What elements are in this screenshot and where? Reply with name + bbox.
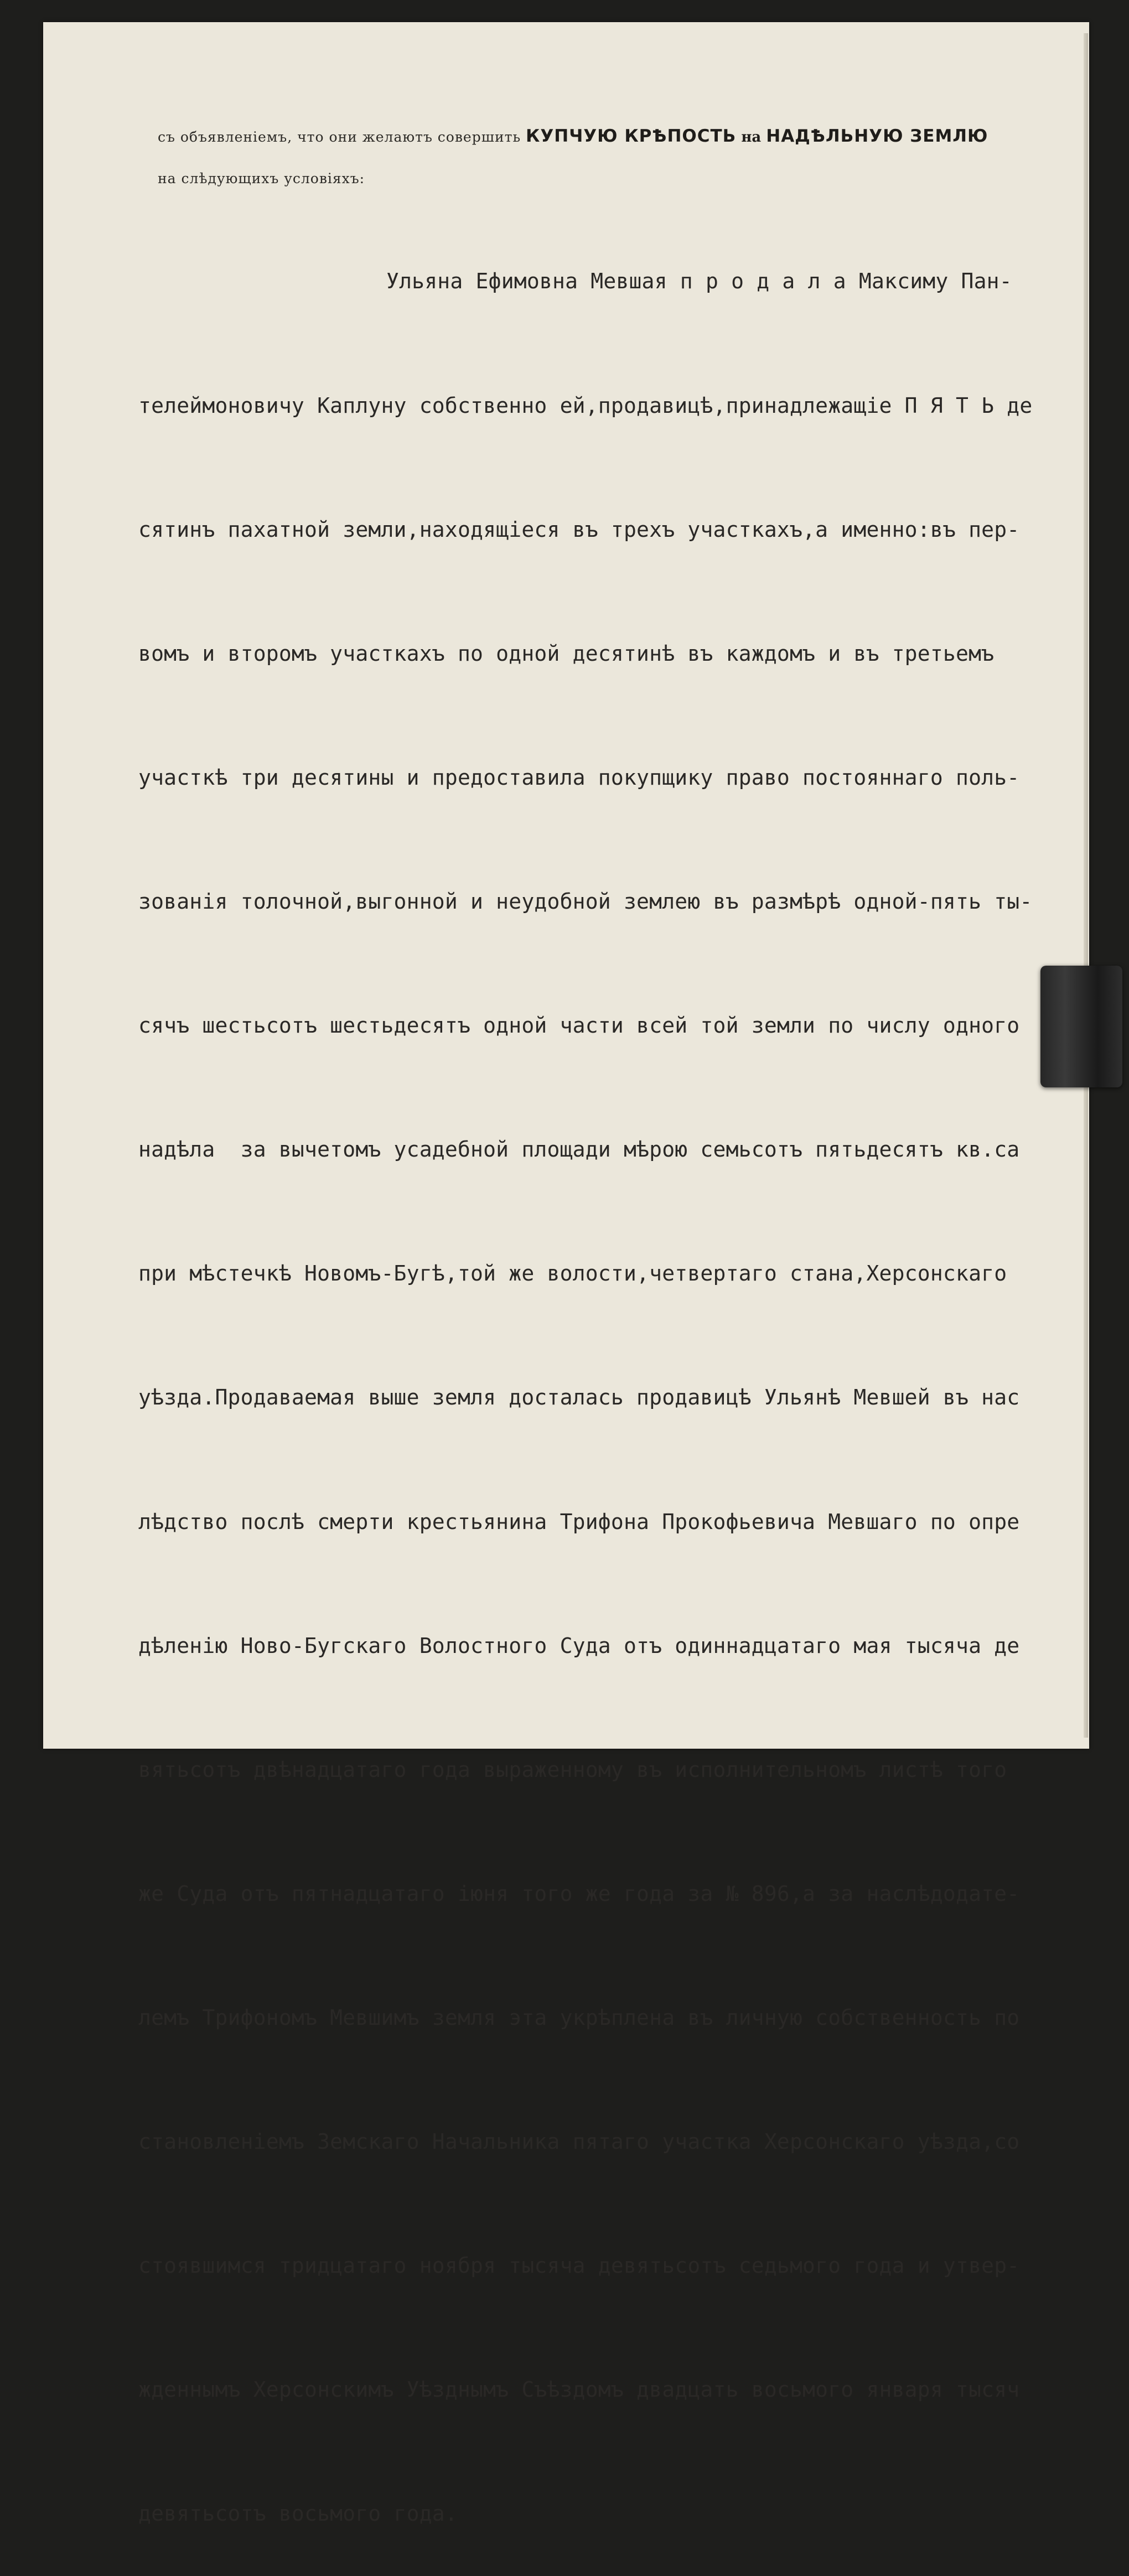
body-line: при мѣстечкѣ Новомъ-Бугѣ,той же волости,четвертаго стана,Херсонскаго — [138, 1261, 1007, 1286]
typed-body — [138, 178, 1090, 2576]
body-line: дѣленію Ново-Бугскаго Волостного Суда отъ одиннадцатаго мая тысяча де — [138, 1633, 1020, 1658]
body-line: вомъ и второмъ участкахъ по одной десятинѣ въ каждомъ и въ третьемъ — [138, 641, 995, 666]
body-line: зованія толочной,выгонной и неудобной землею въ размѣрѣ одной-пять ты- — [138, 889, 1033, 914]
body-line: лѣдство послѣ смерти крестьянина Трифона Прокофьевича Мевшаго по опре — [138, 1509, 1020, 1534]
body-line: Ульяна Ефимовна Мевшая п р о д а л а Максиму Пан- — [386, 269, 1012, 294]
body-line: вятьсотъ двѣнадцатаго года выраженному въ исполнительномъ листѣ того — [138, 1757, 1007, 1782]
body-line: стоявшимся тридцатаго ноября тысяча девятьсотъ седьмого года и утвер- — [138, 2253, 1020, 2278]
body-line: сятинъ пахатной земли,находящіеся въ трехъ участкахъ,а именно:въ пер- — [138, 517, 1020, 542]
body-line: же Суда отъ пятнадцатаго іюня того же года за № 896,а за наслѣдодате- — [138, 1881, 1020, 1906]
body-line: уѣзда.Продаваемая выше земля досталась продавицѣ Ульянѣ Мевшей въ нас — [138, 1385, 1020, 1410]
title-allotment-land: НАДѢЛЬНУЮ ЗЕМЛЮ — [766, 126, 988, 146]
body-line: жденнымъ Херсонскимъ Уѣзднымъ Съѣздомъ двадцать восьмого января тысяч — [138, 2377, 1020, 2402]
header-prefix: съ объявленіемъ, что они желаютъ совершить — [158, 129, 526, 145]
body-line: становленіемъ Земскаго Начальника пятаго участка Херсонскаго уѣзда,со — [138, 2129, 1020, 2154]
body-line: сячъ шестьсотъ шестьдесятъ одной части всей той земли по числу одного — [138, 1013, 1020, 1038]
header-line-1 — [158, 126, 988, 146]
body-line: надѣла за вычетомъ усадебной площади мѣрою семьсотъ пятьдесятъ кв.са — [138, 1137, 1020, 1162]
body-line: девятьсотъ восьмого года. — [138, 2501, 458, 2526]
body-line: участкѣ три десятины и предоставила покупщику право постояннаго поль- — [138, 765, 1020, 790]
body-line: лемъ Трифономъ Мевшимъ земля эта укрѣплена въ личную собственность по — [138, 2005, 1020, 2030]
body-line: телеймоновичу Каплуну собственно ей,продавицѣ,принадлежащіе П Я Т Ь де — [138, 393, 1033, 418]
header-conditions: на слѣдующихъ условіяхъ: — [158, 170, 365, 186]
title-joiner: на — [736, 129, 767, 146]
title-purchase-deed: КУПЧУЮ КРѢПОСТЬ — [526, 126, 737, 146]
